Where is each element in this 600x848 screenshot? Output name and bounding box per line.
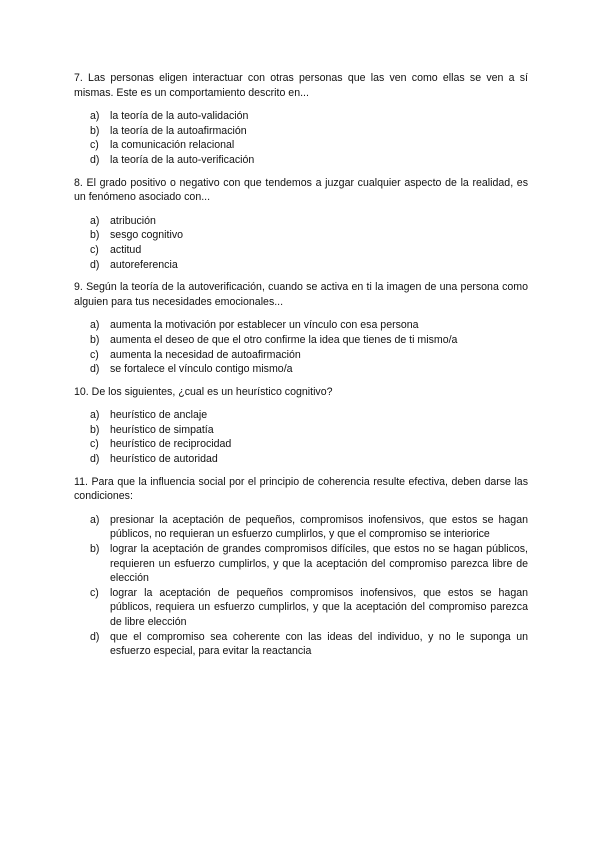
option-letter: a) [90, 513, 100, 526]
answer-option [74, 348, 528, 363]
option-letter: d) [90, 258, 100, 271]
option-list [74, 109, 528, 167]
option-list [74, 214, 528, 272]
option-letter: d) [90, 363, 100, 376]
option-letter: b) [90, 229, 100, 242]
option-letter: c) [90, 586, 99, 599]
option-list [74, 513, 528, 659]
option-text: la comunicación relacional [110, 139, 235, 152]
question-text: 11. Para que la influencia social por el principio de coherencia resulte efectiva, deben darse las condiciones: [74, 475, 528, 503]
answer-option [74, 124, 528, 139]
option-text: presionar la aceptación de pequeños, compromisos inofensivos, que estos se hagan públicos, no requieran un esfuerzo cumplirlos, y que el compromiso se interiorice [110, 513, 528, 541]
option-text: sesgo cognitivo [110, 229, 184, 242]
option-text: se fortalece el vínculo contigo mismo/a [110, 363, 293, 376]
option-letter: c) [90, 139, 99, 152]
answer-option [74, 109, 528, 124]
question-10 [74, 385, 528, 467]
question-text: 10. De los siguientes, ¿cual es un heurístico cognitivo? [74, 385, 333, 398]
answer-option [74, 214, 528, 229]
answer-option [74, 318, 528, 333]
option-text: atribución [110, 214, 156, 227]
question-text: 7. Las personas eligen interactuar con otras personas que las ven como ellas se ven a sí mismas. Este es un comportamiento descrito en... [74, 72, 528, 99]
option-list [74, 408, 528, 466]
option-letter: d) [90, 453, 100, 466]
answer-option [74, 228, 528, 243]
answer-option [74, 153, 528, 168]
option-letter: c) [90, 348, 99, 361]
option-text: aumenta la necesidad de autoafirmación [110, 348, 301, 361]
answer-option [74, 408, 528, 423]
option-letter: c) [90, 438, 99, 451]
question-9 [74, 280, 528, 377]
answer-option [74, 423, 528, 438]
answer-option [74, 362, 528, 377]
question-text: 9. Según la teoría de la autoverificación, cuando se activa en ti la imagen de una persona como alguien para tus necesidades emocionales... [74, 281, 528, 308]
option-text: heurístico de anclaje [110, 409, 208, 422]
option-letter: a) [90, 214, 100, 227]
answer-option [74, 630, 528, 659]
question-11 [74, 475, 528, 659]
question-text: 8. El grado positivo o negativo con que tendemos a juzgar cualquier aspecto de la realidad, es un fenómeno asociado con... [74, 176, 528, 204]
option-text: heurístico de autoridad [110, 453, 218, 466]
option-text: aumenta la motivación por establecer un vínculo con esa persona [110, 319, 419, 332]
option-text: heurístico de simpatía [110, 423, 214, 436]
option-letter: b) [90, 124, 100, 137]
option-letter: d) [90, 630, 100, 643]
option-letter: a) [90, 319, 100, 332]
answer-option [74, 333, 528, 348]
option-letter: a) [90, 110, 100, 123]
option-text: heurístico de reciprocidad [110, 438, 232, 451]
option-list [74, 318, 528, 376]
option-letter: b) [90, 423, 100, 436]
question-8 [74, 176, 528, 273]
option-text: la teoría de la autoafirmación [110, 124, 247, 137]
answer-option [74, 138, 528, 153]
answer-option [74, 586, 528, 630]
question-7 [74, 71, 528, 168]
option-letter: b) [90, 543, 100, 556]
option-letter: d) [90, 153, 100, 166]
option-text: lograr la aceptación de grandes compromisos difíciles, que estos no se hagan públicos, requieren un esfuerzo cumplirlos, y que la aceptación del compromiso parezca libre de elección [110, 543, 528, 585]
option-letter: c) [90, 243, 99, 256]
option-text: que el compromiso sea coherente con las ideas del individuo, y no le suponga un esfuerzo especial, para evitar la reactancia [110, 630, 528, 658]
answer-option [74, 437, 528, 452]
answer-option [74, 258, 528, 273]
option-letter: a) [90, 409, 100, 422]
answer-option [74, 243, 528, 258]
question-list [74, 71, 528, 667]
option-text: actitud [110, 243, 142, 256]
option-text: aumenta el deseo de que el otro confirme la idea que tienes de ti mismo/a [110, 333, 458, 346]
answer-option [74, 452, 528, 467]
option-text: la teoría de la auto-validación [110, 110, 249, 123]
option-text: la teoría de la auto-verificación [110, 153, 255, 166]
answer-option [74, 542, 528, 586]
option-letter: b) [90, 333, 100, 346]
option-text: lograr la aceptación de pequeños compromisos inofensivos, que estos se hagan públicos, requiera un esfuerzo cumplirlos, y que la aceptación del compromiso parezca de libre elección [110, 586, 528, 628]
option-text: autoreferencia [110, 258, 178, 271]
answer-option [74, 513, 528, 542]
